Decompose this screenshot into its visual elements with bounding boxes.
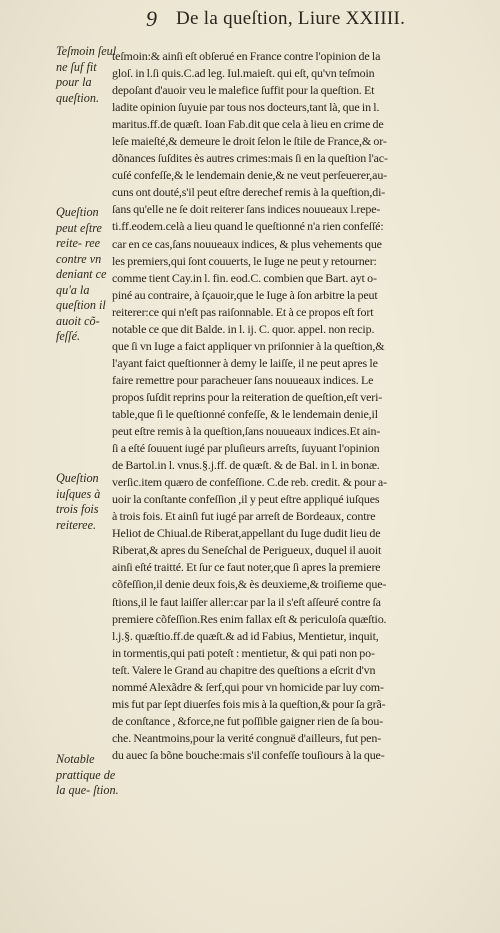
text-line: depoſant d'auoir veu le malefice ſuffit pour la queſtion. Et xyxy=(112,83,375,98)
running-title: De la queſtion, Liure XXIIII. xyxy=(176,8,406,29)
text-line: piné au contraire, à ſçauoir,que le Iuge à ſon arbitre la peut xyxy=(112,287,378,302)
text-line: ainſi eſté traitté. Et ſur ce faut noter,que ſi apres la premiere xyxy=(112,560,381,575)
text-line: Heliot de Chiual.de Riberat,appellant du Iuge dudit lieu de xyxy=(112,526,381,541)
text-line: table,que ſi le queſtionné confeſſe, & le lendemain denie,il xyxy=(112,406,378,421)
text-line: à trois fois. Et ainſi fut iugé par arreſt de Bordeaux, contre xyxy=(112,509,376,524)
text-line: l.j.§. quæſtio.ff.de quæſt.& ad id Fabius, Mentietur, inquit, xyxy=(112,628,379,643)
margin-note: Notable prattique de la que- ſtion. xyxy=(56,752,119,797)
text-line: premiere cõfeſſion.Res enim fallax eſt & periculoſa quæſtio. xyxy=(112,611,387,626)
text-line: ladite opinion ſuyuie par tous nos docteurs,tant là, que in l. xyxy=(112,100,380,115)
text-line: mis fut par ſept diuerſes fois mis à la queſtion,& pour ſa grã- xyxy=(112,696,386,711)
text-line: faire remettre pour paracheuer ſans nouueaux indices. Le xyxy=(112,372,374,387)
folio-number: 9 xyxy=(146,6,157,31)
text-line: propos ſuſdit reprins pour la reiteration de queſtion,eſt veri- xyxy=(112,389,383,404)
text-line: ſans qu'elle ne ſe doit reiterer ſans indices nouueaux l.repe- xyxy=(112,202,381,217)
text-line: ſtions,il le faut laiſſer aller:car par la il s'eſt aſſeuré contre ſa xyxy=(112,594,381,609)
text-line: de Bartol.in l. vnus.§.j.ff. de quæſt. & de Bal. in l. in bonæ. xyxy=(112,458,380,473)
text-line: cuſé confeſſe,& le lendemain denie,& ne veut perſeuerer,au- xyxy=(112,168,388,183)
text-line: cõfeſſion,il denie deux fois,& ès deuxieme,& troiſieme que- xyxy=(112,577,387,592)
text-line: que ſi vn Iuge a faict appliquer vn priſonnier à la queſtion,& xyxy=(112,338,385,353)
text-line: Riberat,& apres du Seneſchal de Perigueux, duquel il auoit xyxy=(112,543,382,558)
text-line: les premiers,qui ſont couuerts, le Iuge ne peut y retourner: xyxy=(112,253,377,268)
text-line: l'ayant faict queſtionner à demy le laiſſe, il ne peut apres le xyxy=(112,355,378,370)
text-line: leſe maieſté,& demeure le droit ſelon le ſtile de France,& or- xyxy=(112,134,387,149)
text-line: in tormentis,qui pati poteſt : mentietur, & qui pati non po- xyxy=(112,645,375,660)
text-line: de conſtance , &force,ne fut poſſible gaigner rien de ſa bou- xyxy=(112,713,384,728)
text-line: du auec ſa bõne bouche:mais s'il confeſſe touſiours à la que- xyxy=(112,747,385,762)
margin-note: Queſtion peut eſtre reite- ree contre vn deniant ce qu'a la queſtion il auoit cõ- feſſé. xyxy=(56,205,107,343)
text-line: dõnances ſuſdites ès autres crimes:mais ſi en la queſtion l'ac- xyxy=(112,151,388,166)
margin-note: Teſmoin ſeul ne ſuf fit pour la queſtion. xyxy=(56,44,117,105)
text-line: gloſ. in l.ſi quis.C.ad leg. Iul.maieſt. qui eſt, qu'vn teſmoin xyxy=(112,66,375,81)
text-line: notable ce que dit Balde. in l. ij. C. quor. appel. non recip. xyxy=(112,321,375,336)
text-line: verſic.item quæro de confeſſione. C.de reb. credit. & pour a- xyxy=(112,475,387,490)
text-line: car en ce cas,ſans nouueaux indices, & plus vehements que xyxy=(112,236,382,251)
text-line: peut eſtre remis à la queſtion,ſans nouueaux indices.Et ain- xyxy=(112,424,381,439)
text-line: teſmoin:& ainſi eſt obſerué en France contre l'opinion de la xyxy=(112,49,381,63)
text-line: che. Neantmoins,pour la verité congnuë d'ailleurs, fut pen- xyxy=(112,730,382,745)
text-line: ſi a eſté ſouuent iugé par pluſieurs arreſts, ſuyuant l'opinion xyxy=(112,441,380,456)
text-line: teſt. Valere le Grand au chapitre des queſtions a eſcrit d'vn xyxy=(112,662,376,677)
text-line: maritus.ff.de quæſt. Ioan Fab.dit que cela à lieu en crime de xyxy=(112,117,384,132)
page-header xyxy=(0,4,500,34)
text-line: nommé Alexãdre & ſerf,qui pour vn homicide par luy com- xyxy=(112,679,384,694)
text-line: comme tient Cay.in l. fin. eod.C. combien que Bart. ayt o- xyxy=(112,270,377,285)
body-text xyxy=(112,48,494,764)
text-line: uoir la conſtante confeſſion ,il y peut eſtre appliqué iuſques xyxy=(112,492,380,507)
text-line: ti.ff.eodem.celà a lieu quand le queſtionné n'a rien confeſſé: xyxy=(112,219,384,234)
margin-note: Queſtion iuſques à trois fois reiteree. xyxy=(56,471,101,532)
text-line: reiterer:ce qui n'eſt pas raiſonnable. Et à ce propos eſt fort xyxy=(112,304,374,319)
text-line: cuns ont douté,s'il peut eſtre derechef remis à la queſtion,di- xyxy=(112,185,386,200)
